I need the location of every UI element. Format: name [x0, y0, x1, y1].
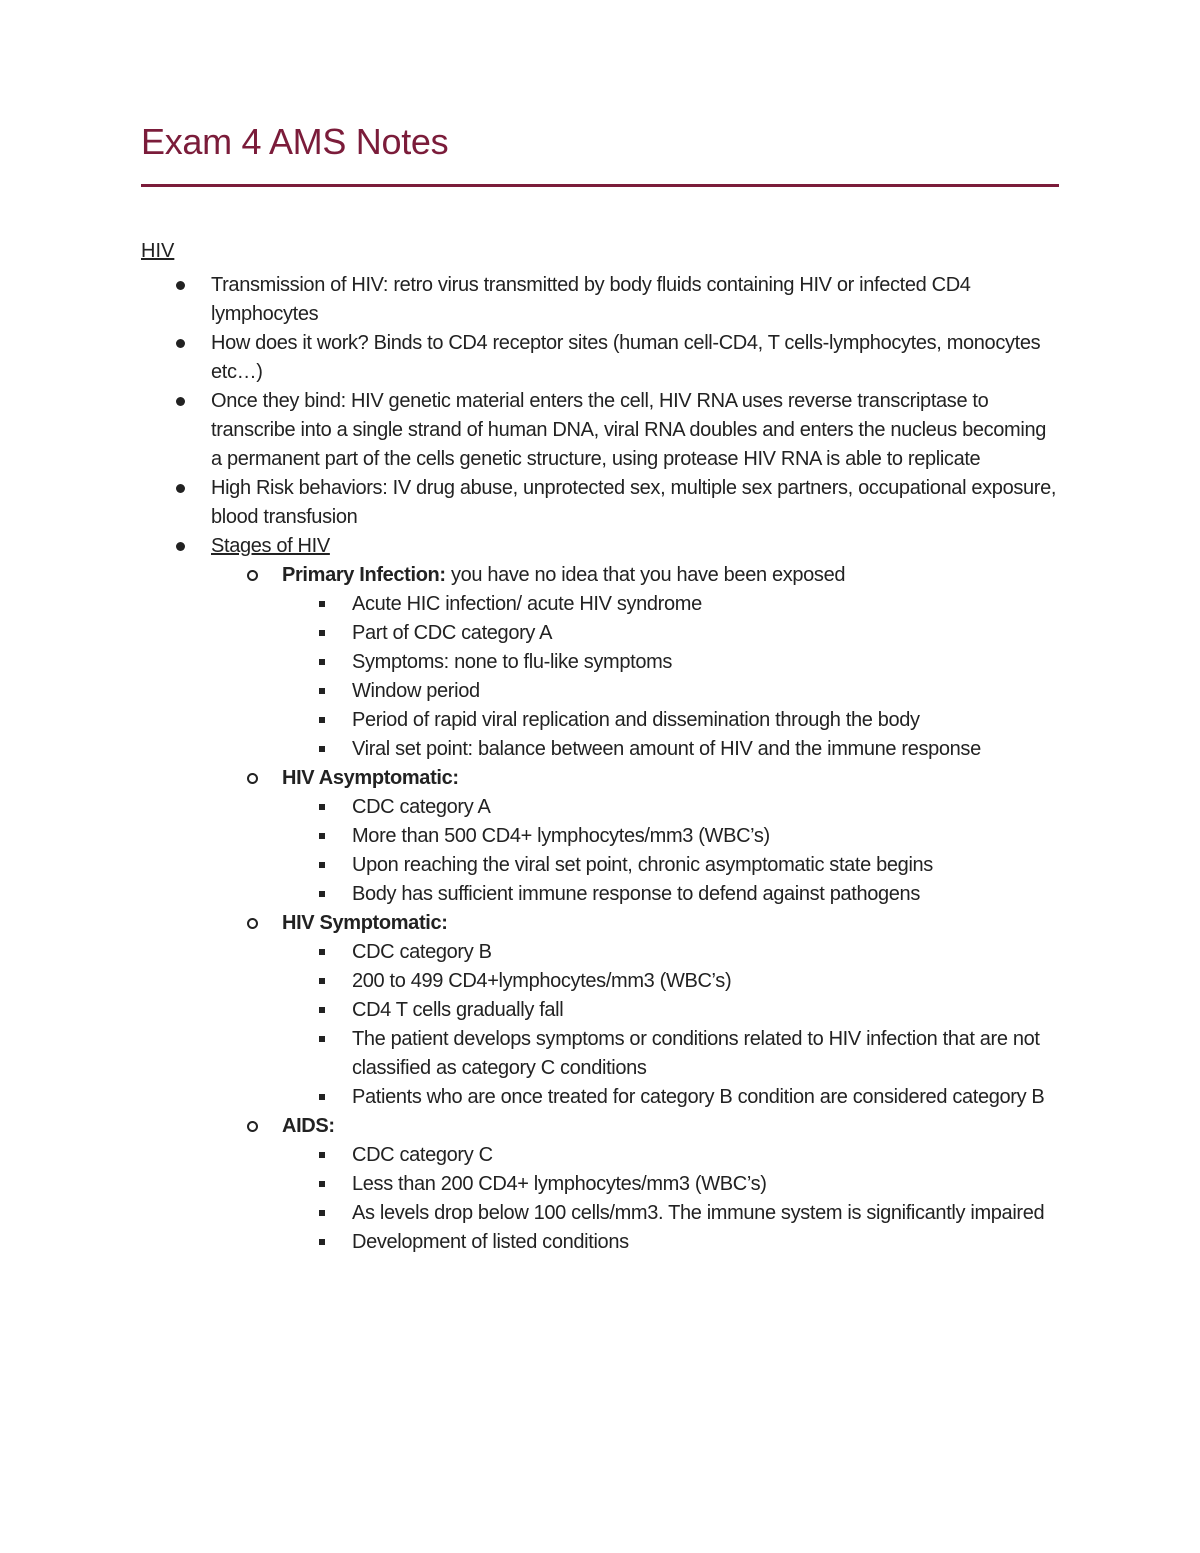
- hiv-bullet-list: [141, 271, 1059, 1257]
- stage-detail-list: [282, 793, 1059, 909]
- list-item: [282, 735, 1059, 764]
- square-bullet-icon: [319, 1007, 325, 1013]
- detail-text: Viral set point: balance between amount of HIV and the immune response: [352, 738, 981, 760]
- list-item: [141, 474, 1059, 532]
- circle-bullet-icon: [247, 1121, 258, 1132]
- detail-text: CDC category A: [352, 796, 491, 818]
- square-bullet-icon: [319, 1094, 325, 1100]
- detail-text: Window period: [352, 680, 480, 702]
- list-item: [282, 1141, 1059, 1170]
- square-bullet-icon: [319, 746, 325, 752]
- detail-text: CD4 T cells gradually fall: [352, 999, 564, 1021]
- square-bullet-icon: [319, 601, 325, 607]
- square-bullet-icon: [319, 891, 325, 897]
- detail-text: More than 500 CD4+ lymphocytes/mm3 (WBC’s): [352, 825, 770, 847]
- title-divider: [141, 184, 1059, 187]
- detail-text: The patient develops symptoms or conditions related to HIV infection that are not classified as category C conditions: [352, 1028, 1040, 1079]
- list-item: [282, 1025, 1059, 1083]
- list-item: [282, 1083, 1059, 1112]
- stage-label: HIV Symptomatic:: [282, 912, 448, 934]
- list-item: [282, 619, 1059, 648]
- detail-text: Acute HIC infection/ acute HIV syndrome: [352, 593, 702, 615]
- list-item: [282, 938, 1059, 967]
- list-item: [282, 967, 1059, 996]
- square-bullet-icon: [319, 1036, 325, 1042]
- square-bullet-icon: [319, 630, 325, 636]
- bullet-icon: [176, 484, 185, 493]
- bullet-text: High Risk behaviors: IV drug abuse, unprotected sex, multiple sex partners, occupational exposure, blood transfusion: [211, 477, 1057, 528]
- bullet-icon: [176, 281, 185, 290]
- detail-text: CDC category C: [352, 1144, 493, 1166]
- list-item: [282, 822, 1059, 851]
- square-bullet-icon: [319, 862, 325, 868]
- bullet-text: Transmission of HIV: retro virus transmitted by body fluids containing HIV or infected CD4 lymphocytes: [211, 274, 971, 325]
- section-heading-hiv: HIV: [141, 240, 175, 262]
- stages-of-hiv-label: Stages of HIV: [211, 535, 330, 557]
- list-item: [282, 996, 1059, 1025]
- detail-text: Body has sufficient immune response to defend against pathogens: [352, 883, 920, 905]
- square-bullet-icon: [319, 688, 325, 694]
- detail-text: 200 to 499 CD4+lymphocytes/mm3 (WBC’s): [352, 970, 732, 992]
- stage-hiv-symptomatic: [211, 909, 1059, 1112]
- detail-text: Development of listed conditions: [352, 1231, 629, 1253]
- square-bullet-icon: [319, 1152, 325, 1158]
- square-bullet-icon: [319, 978, 325, 984]
- list-item: [282, 1228, 1059, 1257]
- bullet-icon: [176, 542, 185, 551]
- list-item: [282, 590, 1059, 619]
- stage-label: AIDS:: [282, 1115, 335, 1137]
- square-bullet-icon: [319, 949, 325, 955]
- square-bullet-icon: [319, 833, 325, 839]
- detail-text: Part of CDC category A: [352, 622, 553, 644]
- detail-text: Period of rapid viral replication and dissemination through the body: [352, 709, 920, 731]
- stage-detail-list: [282, 590, 1059, 764]
- list-item: [141, 387, 1059, 474]
- detail-text: Symptoms: none to flu-like symptoms: [352, 651, 673, 673]
- stage-list: [211, 561, 1059, 1257]
- list-item: [282, 880, 1059, 909]
- bullet-icon: [176, 339, 185, 348]
- circle-bullet-icon: [247, 570, 258, 581]
- list-item: [141, 271, 1059, 329]
- circle-bullet-icon: [247, 918, 258, 929]
- square-bullet-icon: [319, 1181, 325, 1187]
- circle-bullet-icon: [247, 773, 258, 784]
- list-item: [282, 677, 1059, 706]
- stage-detail-list: [282, 1141, 1059, 1257]
- list-item: [282, 706, 1059, 735]
- detail-text: As levels drop below 100 cells/mm3. The immune system is significantly impaired: [352, 1202, 1045, 1224]
- bullet-text: Once they bind: HIV genetic material enters the cell, HIV RNA uses reverse transcriptase to transcribe into a single strand of human DNA, viral RNA doubles and enters the nucleus becoming a permanent part of the cells genetic structure, using protease HIV RNA is able to replicate: [211, 390, 1047, 470]
- stage-detail-list: [282, 938, 1059, 1112]
- square-bullet-icon: [319, 1210, 325, 1216]
- square-bullet-icon: [319, 659, 325, 665]
- square-bullet-icon: [319, 717, 325, 723]
- stage-hiv-asymptomatic: [211, 764, 1059, 909]
- stage-label: HIV Asymptomatic:: [282, 767, 459, 789]
- list-item: [282, 648, 1059, 677]
- detail-text: Patients who are once treated for category B condition are considered category B: [352, 1086, 1045, 1108]
- bullet-icon: [176, 397, 185, 406]
- stage-text: you have no idea that you have been exposed: [445, 564, 846, 586]
- stage-label: Primary Infection:: [282, 564, 446, 586]
- detail-text: CDC category B: [352, 941, 492, 963]
- document-title: Exam 4 AMS Notes: [141, 121, 449, 162]
- list-item: [282, 793, 1059, 822]
- square-bullet-icon: [319, 804, 325, 810]
- stages-of-hiv-item: [141, 532, 1059, 1257]
- document-page: [141, 118, 1059, 1257]
- list-item: [282, 851, 1059, 880]
- list-item: [141, 329, 1059, 387]
- list-item: [282, 1199, 1059, 1228]
- detail-text: Upon reaching the viral set point, chronic asymptomatic state begins: [352, 854, 933, 876]
- bullet-text: How does it work? Binds to CD4 receptor sites (human cell-CD4, T cells-lymphocytes, monocytes etc…): [211, 332, 1041, 383]
- stage-primary-infection: [211, 561, 1059, 764]
- detail-text: Less than 200 CD4+ lymphocytes/mm3 (WBC’s): [352, 1173, 767, 1195]
- list-item: [282, 1170, 1059, 1199]
- stage-aids: [211, 1112, 1059, 1257]
- square-bullet-icon: [319, 1239, 325, 1245]
